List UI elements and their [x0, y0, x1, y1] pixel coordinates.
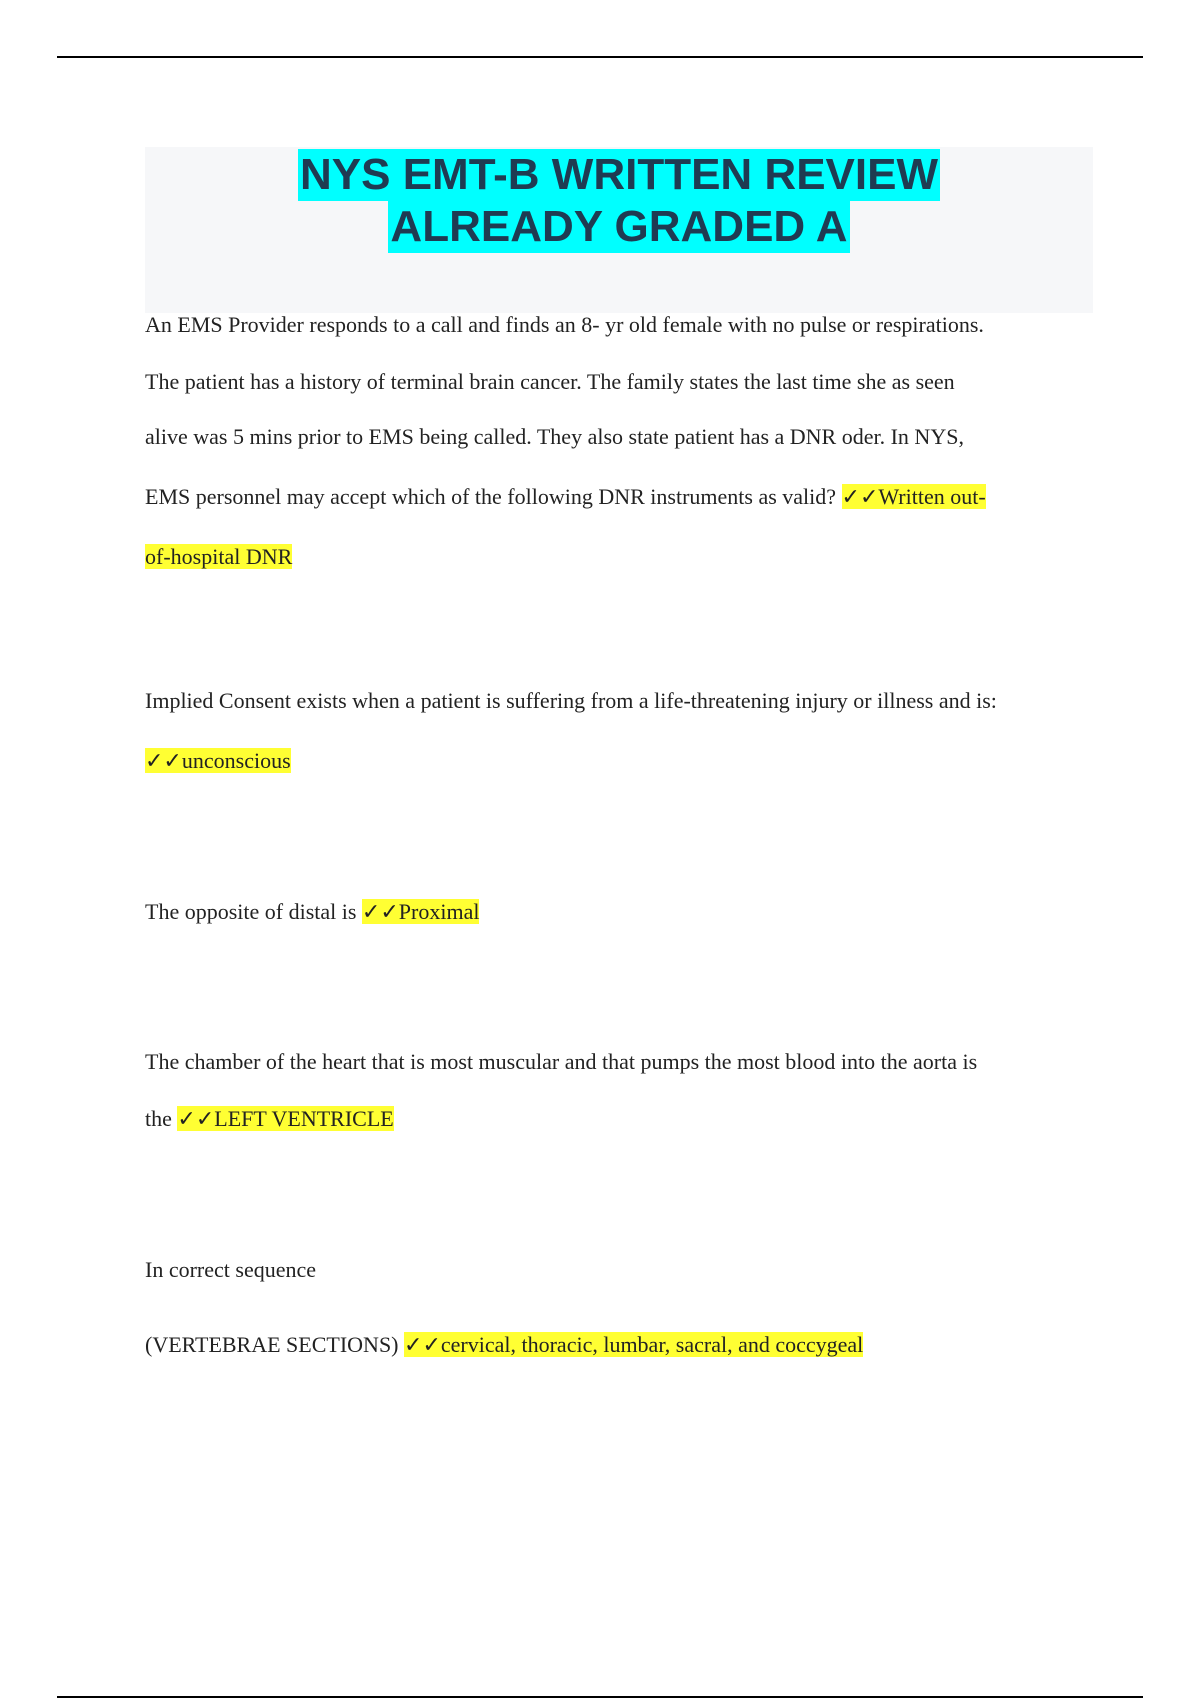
question-1-line-1: An EMS Provider responds to a call and finds an 8- yr old female with no pulse or respirations. [145, 312, 984, 337]
question-1-line-4-text: EMS personnel may accept which of the following DNR instruments as valid? [145, 484, 842, 509]
question-4-answer: ✓✓LEFT VENTRICLE [177, 1106, 394, 1131]
bottom-rule [57, 1696, 1143, 1698]
question-3-text: The opposite of distal is [145, 899, 362, 924]
question-5-text-2: (VERTEBRAE SECTIONS) [145, 1332, 405, 1357]
question-5-answer: ✓✓cervical, thoracic, lumbar, sacral, and coccygeal [404, 1332, 864, 1357]
question-2-text: Implied Consent exists when a patient is suffering from a life-threatening injury or illness and is: [145, 688, 997, 713]
question-4-text-2: the [145, 1106, 178, 1131]
title-line-1: NYS EMT-B WRITTEN REVIEW [300, 150, 938, 199]
question-3-line [145, 899, 479, 925]
question-2-answer-line [145, 748, 291, 774]
question-1-answer-part-2: of-hospital DNR [145, 544, 293, 569]
title-block [145, 147, 1093, 313]
question-1-line-2: The patient has a history of terminal brain cancer. The family states the last time she as seen [145, 369, 955, 394]
question-1-answer-part-1: ✓✓Written out- [841, 484, 986, 509]
question-1-line-3: alive was 5 mins prior to EMS being called. They also state patient has a DNR oder. In NYS, [145, 424, 964, 449]
question-2-answer: ✓✓unconscious [145, 748, 291, 773]
question-4-text: The chamber of the heart that is most muscular and that pumps the most blood into the aorta is [145, 1049, 978, 1074]
question-4-line-2 [145, 1106, 394, 1132]
top-rule [57, 56, 1143, 58]
question-3-answer: ✓✓Proximal [361, 899, 480, 924]
title-line-2: ALREADY GRADED A [390, 202, 848, 251]
question-5-text: In correct sequence [145, 1257, 317, 1282]
question-1-line-4 [145, 484, 986, 510]
question-5-line-2 [145, 1332, 863, 1358]
question-1-answer-line-2 [145, 544, 292, 570]
